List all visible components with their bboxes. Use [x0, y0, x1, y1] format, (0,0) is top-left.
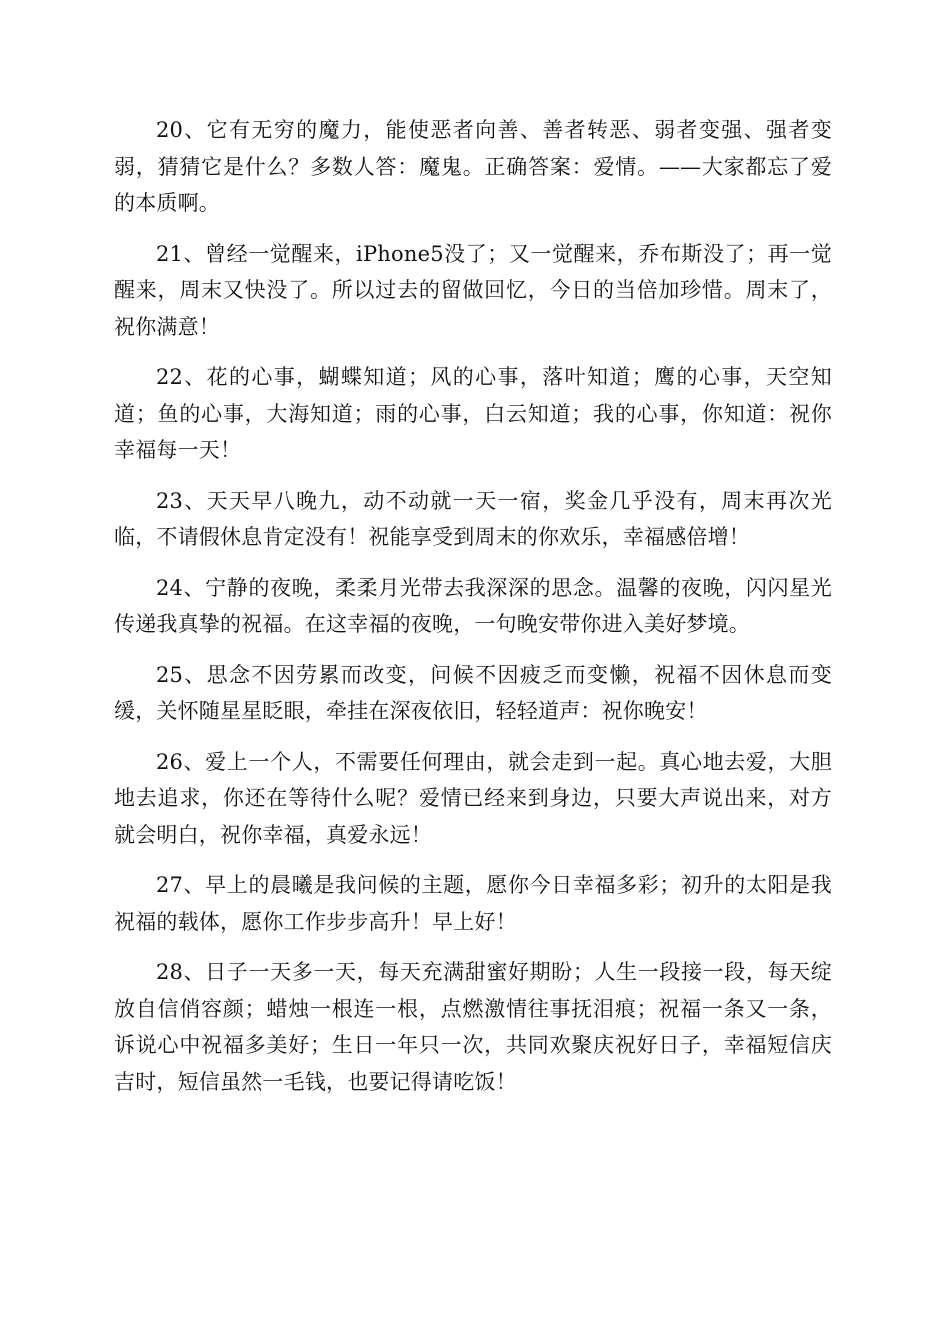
- paragraph-22: 22、花的心事，蝴蝶知道；风的心事，落叶知道；鹰的心事，天空知道；鱼的心事，大海知道；雨的心事，白云知道；我的心事，你知道：祝你幸福每一天！: [114, 365, 832, 462]
- paragraph-23: 23、天天早八晚九，动不动就一天一宿，奖金几乎没有，周末再次光临，不请假休息肯定没有！祝能享受到周末的你欢乐，幸福感倍增！: [114, 488, 832, 549]
- paragraph-24: 24、宁静的夜晚，柔柔月光带去我深深的思念。温馨的夜晚，闪闪星光传递我真挚的祝福。在这幸福的夜晚，一句晚安带你进入美好梦境。: [114, 575, 832, 636]
- document-body: [114, 112, 832, 1114]
- paragraph-28: 28、日子一天多一天，每天充满甜蜜好期盼；人生一段接一段，每天绽放自信俏容颜；蜡烛一根连一根，点燃激情往事抚泪痕；祝福一条又一条，诉说心中祝福多美好；生日一年只一次，共同欢聚庆祝好日子，幸福短信庆吉时，短信虽然一毛钱，也要记得请吃饭！: [114, 960, 832, 1094]
- paragraph-27: 27、早上的晨曦是我问候的主题，愿你今日幸福多彩；初升的太阳是我祝福的载体，愿你工作步步高升！早上好！: [114, 873, 832, 934]
- paragraph-20: 20、它有无穷的魔力，能使恶者向善、善者转恶、弱者变强、强者变弱，猜猜它是什么？多数人答：魔鬼。正确答案：爱情。——大家都忘了爱的本质啊。: [114, 118, 832, 215]
- paragraph-21: 21、曾经一觉醒来，iPhone5没了；又一觉醒来，乔布斯没了；再一觉醒来，周末又快没了。所以过去的留做回忆，今日的当倍加珍惜。周末了，祝你满意！: [114, 241, 832, 339]
- paragraph-25: 25、思念不因劳累而改变，问候不因疲乏而变懒，祝福不因休息而变缓，关怀随星星眨眼，牵挂在深夜依旧，轻轻道声：祝你晚安！: [114, 662, 832, 723]
- paragraph-26: 26、爱上一个人，不需要任何理由，就会走到一起。真心地去爱，大胆地去追求，你还在等待什么呢？爱情已经来到身边，只要大声说出来，对方就会明白，祝你幸福，真爱永远！: [114, 749, 832, 847]
